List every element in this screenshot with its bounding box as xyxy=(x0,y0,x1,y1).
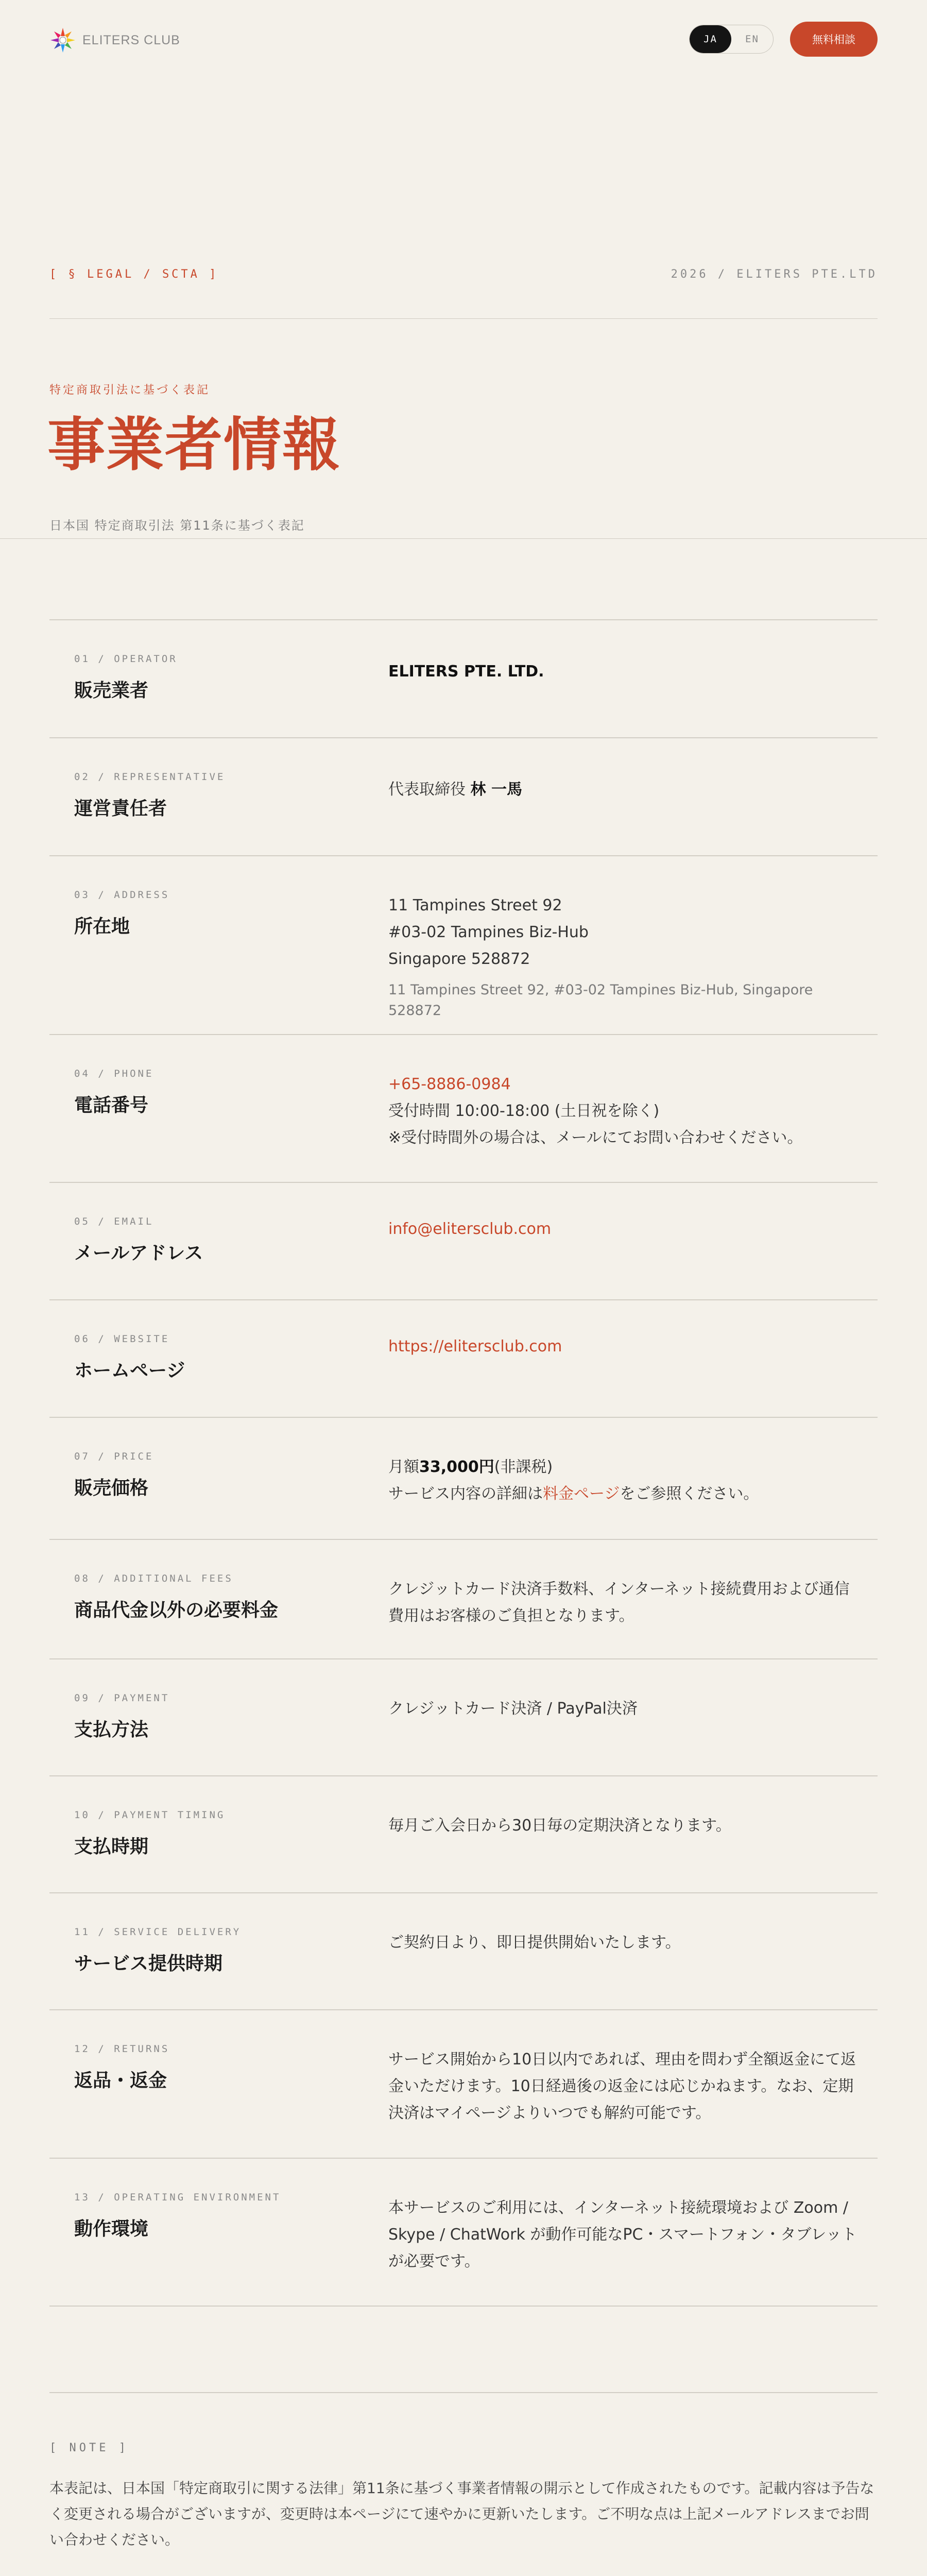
row-code: 11 / SERVICE DELIVERY xyxy=(74,1926,242,1938)
row-name: 所在地 xyxy=(74,916,130,937)
note-section xyxy=(49,2393,878,2576)
row-label xyxy=(74,1216,363,1265)
row-code: 13 / OPERATING ENVIRONMENT xyxy=(74,2192,281,2203)
row-value xyxy=(388,892,862,1021)
row-name: ホームページ xyxy=(74,1360,185,1381)
address-line-3: Singapore 528872 xyxy=(388,950,530,968)
address-english: 11 Tampines Street 92, #03-02 Tampines Biz-Hub, Singapore 528872 xyxy=(388,982,813,1019)
representative-name: 林 一馬 xyxy=(470,781,522,799)
row-label xyxy=(74,889,363,938)
note-label: [ NOTE ] xyxy=(49,2442,129,2454)
row-name: 支払時期 xyxy=(74,1836,149,1857)
row-code: 08 / ADDITIONAL FEES xyxy=(74,1573,233,1584)
legal-info-table xyxy=(49,619,878,2307)
row-code: 02 / REPRESENTATIVE xyxy=(74,771,226,783)
hero-tag: [ § LEGAL / SCTA ] xyxy=(49,268,219,281)
address-line-1: 11 Tampines Street 92 xyxy=(388,896,562,914)
phone-link[interactable]: +65-8886-0984 xyxy=(388,1075,511,1093)
row-name: 電話番号 xyxy=(74,1095,149,1116)
row-name: 販売価格 xyxy=(74,1478,149,1499)
page-title: 事業者情報 xyxy=(47,412,341,479)
row-label xyxy=(74,1333,363,1382)
phone-note: ※受付時間外の場合は、メールにてお問い合わせください。 xyxy=(388,1129,803,1147)
table-row xyxy=(49,738,878,856)
row-code: 07 / PRICE xyxy=(74,1451,154,1462)
free-consultation-button[interactable]: 無料相談 xyxy=(790,22,878,57)
row-code: 12 / RETURNS xyxy=(74,2043,170,2055)
row-name: 動作環境 xyxy=(74,2218,149,2240)
row-label xyxy=(74,771,363,820)
row-value: 本サービスのご利用には、インターネット接続環境および Zoom / Skype / ChatWork が動作可能なPC・スマートフォン・タブレットが必要です。 xyxy=(388,2199,857,2270)
phone-hours: 受付時間 10:00-18:00 (土日祝を除く) xyxy=(388,1102,660,1120)
logo-burst-icon xyxy=(49,27,76,54)
price-suffix: (非課税) xyxy=(494,1458,553,1476)
row-name: 商品代金以外の必要料金 xyxy=(74,1600,279,1621)
row-value: ご契約日より、即日提供開始いたします。 xyxy=(388,1934,681,1952)
page-subtitle: 日本国 特定商取引法 第11条に基づく表記 xyxy=(49,518,305,533)
row-code: 06 / WEBSITE xyxy=(74,1333,170,1345)
logo-text: ELITERS CLUB xyxy=(82,32,180,47)
representative-title: 代表取締役 xyxy=(388,781,466,799)
row-label xyxy=(74,653,363,702)
row-value xyxy=(388,658,862,685)
hero-meta: 2026 / ELITERS PTE.LTD xyxy=(671,268,878,281)
email-link[interactable]: info@elitersclub.com xyxy=(388,1220,552,1238)
row-name: メールアドレス xyxy=(74,1243,203,1264)
row-label xyxy=(74,1573,363,1622)
row-label xyxy=(74,2043,363,2092)
table-row xyxy=(49,1540,878,1659)
site-header xyxy=(0,0,927,82)
price-prefix: 月額 xyxy=(388,1458,419,1476)
operator-value: ELITERS PTE. LTD. xyxy=(388,663,544,681)
row-name: 返品・返金 xyxy=(74,2070,167,2091)
price-detail-suffix: をご参照ください。 xyxy=(620,1485,759,1503)
row-value xyxy=(388,1216,862,1243)
hero xyxy=(0,82,927,539)
row-code: 03 / ADDRESS xyxy=(74,889,170,901)
table-row xyxy=(49,856,878,1035)
website-link[interactable]: https://elitersclub.com xyxy=(388,1337,562,1355)
row-code: 10 / PAYMENT TIMING xyxy=(74,1809,226,1821)
table-row xyxy=(49,1183,878,1300)
price-amount: 33,000円 xyxy=(419,1458,494,1476)
table-row xyxy=(49,620,878,738)
table-row xyxy=(49,1893,878,2010)
table-row xyxy=(49,1659,878,1776)
note-text: 本表記は、日本国「特定商取引に関する法律」第11条に基づく事業者情報の開示として作成されたものです。記載内容は予告なく変更される場合がございますが、変更時は本ページにて速やかに更新いたします。ご不明な点は上記メールアドレスまでお問い合わせください。 xyxy=(49,2480,874,2548)
row-value xyxy=(388,776,862,803)
row-label xyxy=(74,1068,363,1117)
pricing-page-link[interactable]: 料金ページ xyxy=(543,1485,620,1503)
row-label xyxy=(74,1809,363,1858)
table-row xyxy=(49,1300,878,1418)
table-row xyxy=(49,1418,878,1540)
row-code: 09 / PAYMENT xyxy=(74,1692,170,1704)
row-name: サービス提供時期 xyxy=(74,1953,223,1974)
table-row xyxy=(49,2010,878,2159)
lang-en-button[interactable]: EN xyxy=(745,33,759,45)
row-value: 毎月ご入会日から30日毎の定期決済となります。 xyxy=(388,1817,731,1835)
divider xyxy=(49,318,878,319)
lang-ja-button[interactable]: JA xyxy=(690,25,731,53)
row-name: 支払方法 xyxy=(74,1719,149,1740)
row-value xyxy=(388,1071,862,1151)
row-value: サービス開始から10日以内であれば、理由を問わず全額返金にて返金いただけます。10日経過後の返金には応じかねます。なお、定期決済はマイページよりいつでも解約可能です。 xyxy=(388,2050,856,2122)
row-code: 04 / PHONE xyxy=(74,1068,154,1079)
logo[interactable] xyxy=(49,27,180,54)
row-value xyxy=(388,1333,862,1360)
row-label xyxy=(74,1926,363,1975)
row-label xyxy=(74,1451,363,1500)
table-row xyxy=(49,1035,878,1183)
row-code: 01 / OPERATOR xyxy=(74,653,178,665)
table-row xyxy=(49,1776,878,1893)
row-label xyxy=(74,1692,363,1741)
table-row xyxy=(49,2159,878,2307)
row-value xyxy=(388,1454,862,1507)
price-detail-prefix: サービス内容の詳細は xyxy=(388,1485,543,1503)
language-toggle[interactable] xyxy=(689,25,774,54)
row-value: クレジットカード決済手数料、インターネット接続費用および通信費用はお客様のご負担となります。 xyxy=(388,1580,850,1625)
address-line-2: #03-02 Tampines Biz-Hub xyxy=(388,923,589,941)
row-label xyxy=(74,2192,363,2241)
hero-eyebrow: 特定商取引法に基づく表記 xyxy=(49,384,211,397)
row-value: クレジットカード決済 / PayPal決済 xyxy=(388,1700,638,1718)
row-code: 05 / EMAIL xyxy=(74,1216,154,1227)
row-name: 運営責任者 xyxy=(74,798,167,819)
row-name: 販売業者 xyxy=(74,680,149,701)
